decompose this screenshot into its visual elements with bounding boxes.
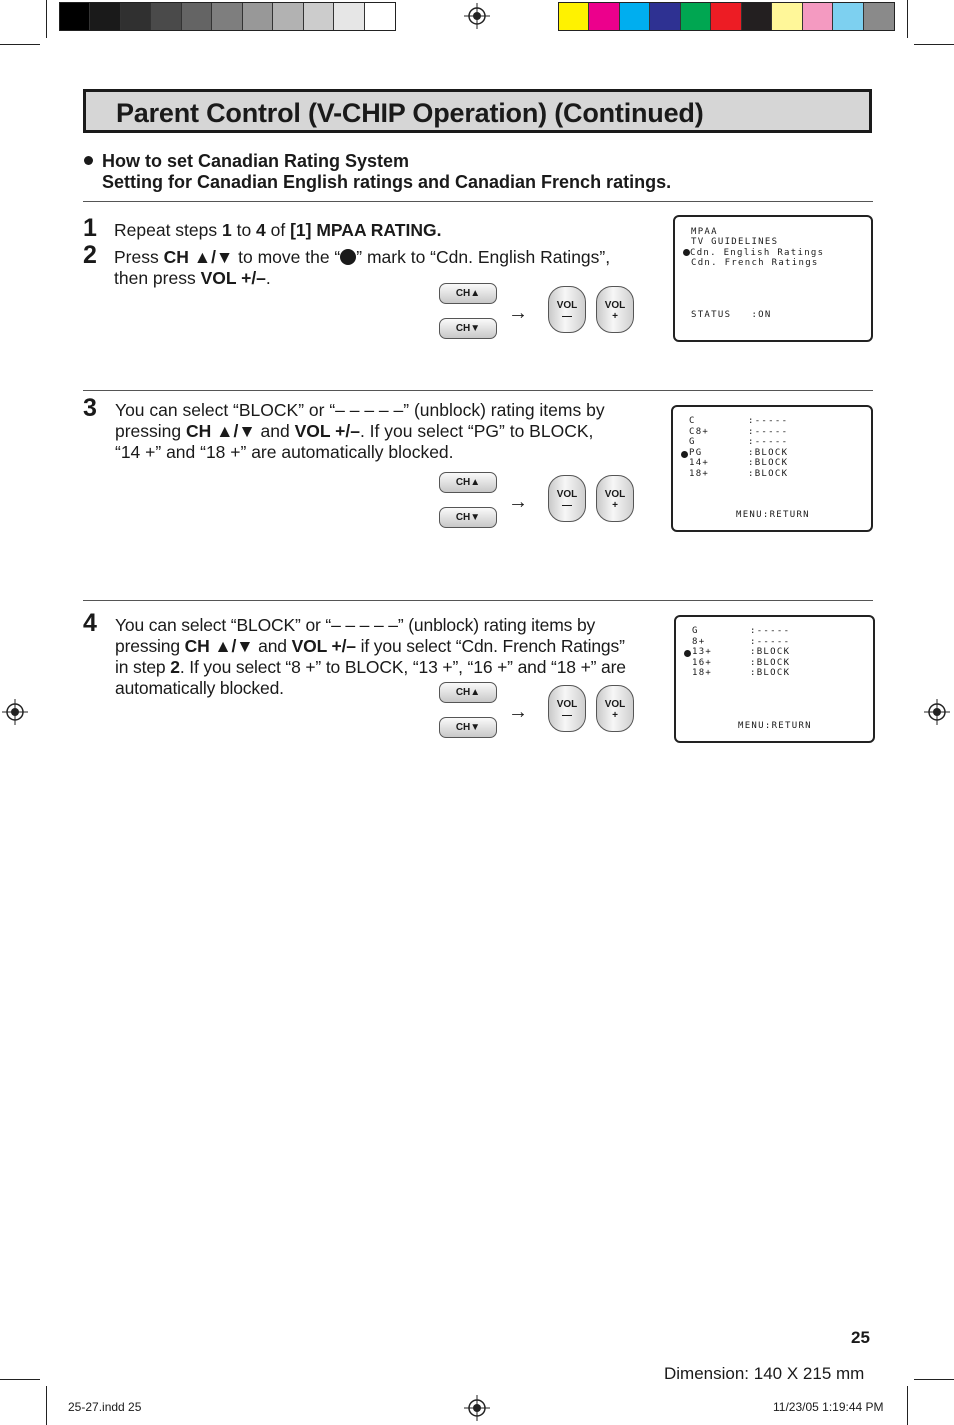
color-swatch <box>90 3 120 30</box>
step-3-text: You can select “BLOCK” or “– – – – –” (unblock) rating items by pressing CH ▲/▼ and VOL +/–. If you select “PG” to BLOCK, “14 +” and “18 +” are automatically blocked. <box>115 400 605 462</box>
color-swatch <box>559 3 589 30</box>
ch-down-button[interactable]: CH▼ <box>439 318 497 339</box>
screen-status: STATUS :ON <box>691 310 772 320</box>
color-swatch <box>151 3 181 30</box>
color-swatch <box>273 3 303 30</box>
page-number: 25 <box>851 1328 870 1347</box>
crop-mark <box>907 0 908 38</box>
crop-mark <box>46 1386 47 1425</box>
color-swatch <box>681 3 711 30</box>
step-2-text: Press CH ▲/▼ to move the “ ” mark to “Cdn. English Ratings”, then press VOL +/–. <box>114 247 611 288</box>
color-swatch <box>121 3 151 30</box>
crop-mark <box>914 44 954 45</box>
screen-line: MPAA <box>691 227 718 237</box>
ch-up-button[interactable]: CH▲ <box>439 682 497 703</box>
registration-mark-icon <box>924 699 950 725</box>
cursor-mark-icon <box>340 249 356 265</box>
rating-label: C8+ <box>689 426 710 437</box>
arrow-icon: → <box>508 491 528 513</box>
registration-mark-icon <box>464 3 490 29</box>
section-heading <box>102 151 671 193</box>
rating-value: :BLOCK <box>748 458 789 469</box>
color-swatch <box>772 3 802 30</box>
color-swatch <box>803 3 833 30</box>
page-title: Parent Control (V-CHIP Operation) (Continued) <box>116 98 704 128</box>
color-swatch <box>589 3 619 30</box>
screen-line: Cdn. English Ratings <box>683 248 824 258</box>
cursor-mark-icon <box>681 451 688 458</box>
rating-label: 18+ <box>689 469 710 479</box>
section-heading-line2: Setting for Canadian English ratings and Canadian French ratings. <box>102 172 672 192</box>
rating-label: 13+ <box>692 647 713 658</box>
rating-label: 14+ <box>689 458 710 469</box>
section-heading-line1: How to set Canadian Rating System <box>102 151 410 171</box>
crop-mark <box>46 0 47 38</box>
registration-mark-icon <box>2 699 28 725</box>
color-swatch <box>60 3 90 30</box>
color-swatch <box>742 3 772 30</box>
screen-line: TV GUIDELINES <box>691 237 779 247</box>
footer-timestamp: 11/23/05 1:19:44 PM <box>773 1400 884 1414</box>
ch-down-button[interactable]: CH▼ <box>439 507 497 528</box>
tv-screen-english-ratings <box>671 405 873 532</box>
rating-label: G <box>692 626 699 636</box>
process-color-bar <box>558 2 895 31</box>
rating-label: 18+ <box>692 668 713 679</box>
vol-minus-button[interactable]: VOL — <box>548 286 586 333</box>
color-swatch <box>212 3 242 30</box>
rating-label: C <box>689 416 696 426</box>
color-swatch <box>833 3 863 30</box>
tv-screen-menu <box>673 215 873 342</box>
divider <box>83 600 873 601</box>
color-swatch <box>243 3 273 30</box>
vol-plus-button[interactable]: VOL + <box>596 475 634 522</box>
color-swatch <box>304 3 334 30</box>
color-swatch <box>711 3 741 30</box>
rating-value: :BLOCK <box>750 657 791 668</box>
footer-file-info: 25-27.indd 25 <box>68 1400 142 1414</box>
divider <box>83 201 873 202</box>
rating-label: 8+ <box>692 636 706 647</box>
step-number: 4 <box>83 609 97 637</box>
cursor-mark-icon <box>684 650 691 657</box>
rating-label: 16+ <box>692 657 713 668</box>
divider <box>83 390 873 391</box>
page-title-box <box>83 89 872 133</box>
screen-footer: MENU:RETURN <box>738 721 812 731</box>
rating-value: :BLOCK <box>748 447 789 458</box>
step-4-text: You can select “BLOCK” or “– – – – –” (unblock) rating items by pressing CH ▲/▼ and VOL +/– if you select “Cdn. French Ratings” in step 2. If you select “8 +” to BLOCK, “13 +”, “16 +” and “18 +” are automatically blocked. <box>115 615 626 698</box>
step-1-text: Repeat steps 1 to 4 of [1] MPAA RATING. <box>114 220 442 240</box>
vol-plus-button[interactable]: VOL + <box>596 286 634 333</box>
crop-mark <box>914 1379 954 1380</box>
color-swatch <box>864 3 894 30</box>
ch-up-button[interactable]: CH▲ <box>439 283 497 304</box>
rating-value: :BLOCK <box>750 668 791 679</box>
crop-mark <box>907 1386 908 1425</box>
rating-value: :----- <box>748 416 789 426</box>
step-number: 3 <box>83 394 97 422</box>
rating-value: :BLOCK <box>750 647 791 658</box>
rating-label: G <box>689 437 696 448</box>
rating-value: :BLOCK <box>748 469 789 479</box>
color-swatch <box>620 3 650 30</box>
vol-minus-button[interactable]: VOL — <box>548 475 586 522</box>
registration-mark-icon <box>464 1395 490 1421</box>
color-swatch <box>182 3 212 30</box>
crop-mark <box>0 44 40 45</box>
dimension-note: Dimension: 140 X 215 mm <box>664 1364 865 1383</box>
vol-plus-button[interactable]: VOL + <box>596 685 634 732</box>
rating-label: PG <box>689 447 703 458</box>
bullet-icon <box>84 156 93 165</box>
screen-line: Cdn. French Ratings <box>691 258 819 268</box>
rating-value: :----- <box>748 437 789 448</box>
step-number: 1 <box>83 214 97 242</box>
vol-minus-button[interactable]: VOL — <box>548 685 586 732</box>
color-swatch <box>365 3 395 30</box>
tv-screen-french-ratings <box>674 615 875 743</box>
color-swatch <box>334 3 364 30</box>
cursor-mark-icon <box>683 249 690 256</box>
crop-mark <box>0 1379 40 1380</box>
step-number: 2 <box>83 241 97 269</box>
rating-value: :----- <box>748 426 789 437</box>
gray-color-bar <box>59 2 396 31</box>
ch-up-button[interactable]: CH▲ <box>439 472 497 493</box>
screen-footer: MENU:RETURN <box>736 510 810 520</box>
rating-value: :----- <box>750 636 791 647</box>
arrow-icon: → <box>508 302 528 324</box>
color-swatch <box>650 3 680 30</box>
ch-down-button[interactable]: CH▼ <box>439 717 497 738</box>
arrow-icon: → <box>508 701 528 723</box>
rating-value: :----- <box>750 626 791 636</box>
